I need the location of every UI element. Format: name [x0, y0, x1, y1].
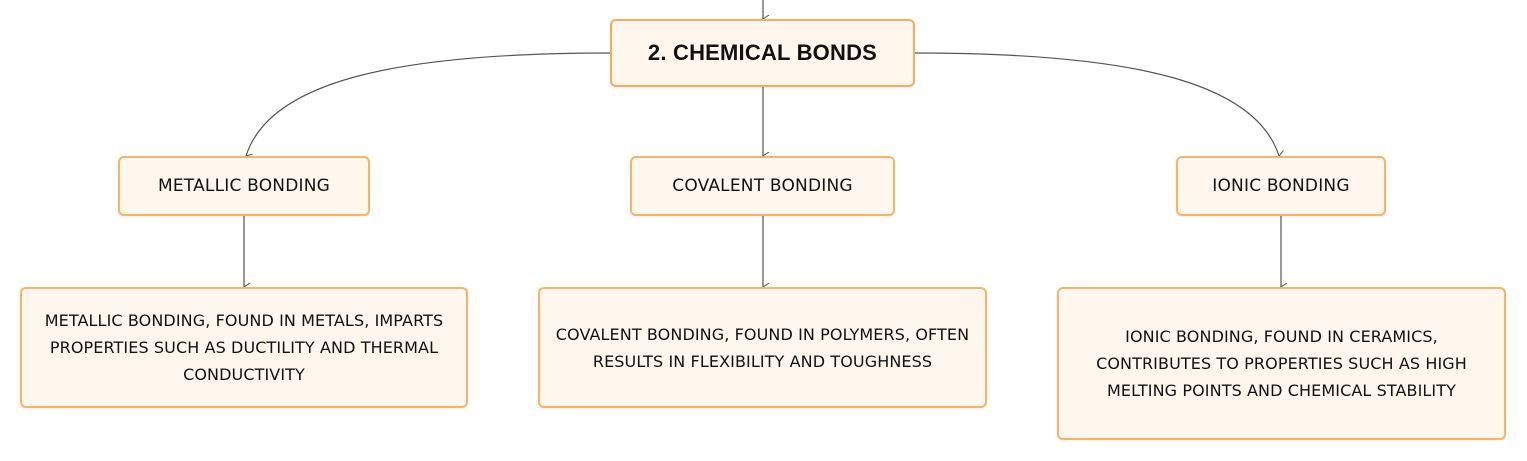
branch-node-label: IONIC BONDING	[1212, 176, 1350, 196]
detail-node-text: COVALENT BONDING, FOUND IN POLYMERS, OFTEN RESULTS IN FLEXIBILITY AND TOUGHNESS	[555, 324, 970, 371]
branch-node-ionic-bonding[interactable]	[1176, 156, 1386, 216]
root-node-label: 2. CHEMICAL BONDS	[647, 40, 878, 65]
branch-node-metallic-bonding[interactable]	[118, 156, 370, 216]
connector-root-ionic	[915, 53, 1279, 156]
detail-node-metallic-bonding[interactable]	[20, 287, 468, 408]
connector-root-metallic	[246, 53, 610, 156]
detail-node-text: METALLIC BONDING, FOUND IN METALS, IMPARTS PROPERTIES SUCH AS DUCTILITY AND THERMAL CONDUCTIVITY	[44, 311, 444, 384]
root-node-chemical-bonds[interactable]	[610, 19, 915, 87]
branch-node-label: METALLIC BONDING	[158, 176, 330, 196]
detail-node-ionic-bonding[interactable]	[1057, 287, 1506, 440]
detail-node-text: IONIC BONDING, FOUND IN CERAMICS, CONTRIBUTES TO PROPERTIES SUCH AS HIGH MELTING POINTS AND CHEMICAL STABILITY	[1096, 327, 1467, 400]
detail-node-covalent-bonding[interactable]	[538, 287, 987, 408]
branch-node-label: COVALENT BONDING	[672, 176, 853, 196]
branch-node-covalent-bonding[interactable]	[630, 156, 895, 216]
